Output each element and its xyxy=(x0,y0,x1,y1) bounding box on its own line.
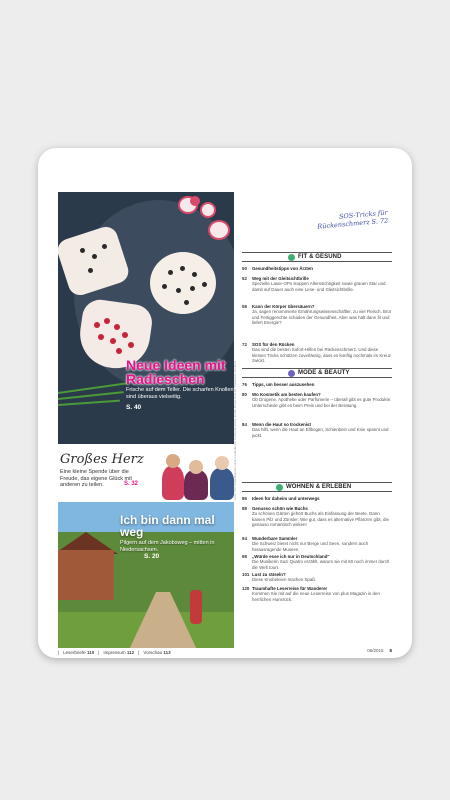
toc-entry[interactable] xyxy=(242,422,392,438)
person-head xyxy=(189,460,203,474)
house-image xyxy=(58,550,114,600)
section-fit-gesund xyxy=(242,252,392,262)
radish-dot xyxy=(98,334,104,340)
entry-page: 84 xyxy=(242,422,247,427)
magazine-page[interactable] xyxy=(58,192,392,656)
footer-page: 110 xyxy=(86,649,95,655)
entry-page: 80 xyxy=(242,392,247,397)
jakobsweg-feature[interactable] xyxy=(58,502,234,648)
section-icon xyxy=(288,254,295,261)
radish-slice-image xyxy=(200,202,216,218)
entry-description: Die Musikerin Suzi Quatro erzählt, warum sie mit 60 noch immer durch die Welt tourt. xyxy=(252,559,390,570)
hiker-image xyxy=(190,590,202,624)
entry-page: 120 xyxy=(242,586,250,591)
footer-divider: | xyxy=(58,649,60,655)
entry-title: Kann der Körper übersäuern? xyxy=(252,304,315,309)
toc-entry[interactable] xyxy=(242,304,392,326)
entry-description: Das sind die besten Sofort-Hilfen bei Rückenschmerz. Und diese kleinen Tricks schützen zuverlässig, dass es künftig nochmals im Kreuz zwickt. xyxy=(252,347,391,364)
footer-page: 112 xyxy=(126,649,135,655)
person-head xyxy=(166,454,180,468)
entry-description: Spezielle Laser-OPs stoppen Alterssichtigkeit sowie grauen Star und damit auf Dauer auch eine Lese- und Gleitsichtbrille. xyxy=(252,281,386,292)
people-photo xyxy=(162,446,234,500)
seed-dot xyxy=(92,254,97,259)
radish-dot xyxy=(110,338,116,344)
entry-description: Die Schweiz bietet nicht nur Berge und Seen, sondern auch herausragende Museen. xyxy=(252,541,369,552)
toc-entry[interactable] xyxy=(242,506,392,528)
entry-title: Gesundheitstipps von Ärzten xyxy=(252,266,313,271)
footer-label: Impressum xyxy=(103,649,126,655)
feature-page-ref: S. 40 xyxy=(126,404,142,411)
seed-dot xyxy=(202,282,207,287)
feature-page-ref: S. 20 xyxy=(144,553,160,560)
table-of-contents xyxy=(242,192,392,656)
entry-title: Genusso schön wie Buchs xyxy=(252,506,308,511)
entry-title: Wunderbare Sammler xyxy=(252,536,298,541)
section-wohnen-erleben xyxy=(242,482,392,492)
entry-page: 101 xyxy=(242,572,250,577)
footer-page: 113 xyxy=(163,649,171,655)
entry-title: Wo Kosmetik am besten kaufen? xyxy=(252,392,321,397)
entry-description: Diese Knobeleien machen Spaß. xyxy=(252,577,317,583)
toc-entry[interactable] xyxy=(242,572,392,583)
left-page-footer xyxy=(58,648,234,656)
toc-entry[interactable] xyxy=(242,266,392,271)
toc-entry[interactable] xyxy=(242,276,392,292)
person-head xyxy=(215,456,229,470)
entry-description: Ob Drogerie, Apotheke oder Parfümerie – überall gibt es gute Produkte. Unterschiede gibt es beim Preis und bei der Beratung. xyxy=(252,397,392,408)
footer-item[interactable] xyxy=(63,650,94,655)
feature-page-ref: S. 32 xyxy=(124,481,139,487)
seed-dot xyxy=(192,272,197,277)
grosses-herz-feature[interactable] xyxy=(58,444,234,502)
entry-title: Traumhafte Leserreise für Wanderer xyxy=(252,586,328,591)
entry-page: 94 xyxy=(242,536,247,541)
radish-dot xyxy=(116,348,122,354)
page-number: 5 xyxy=(389,648,392,653)
footer-divider: | xyxy=(98,649,100,655)
entry-title: Tipps, um besser auszusehen xyxy=(252,382,315,387)
toc-entry[interactable] xyxy=(242,342,392,364)
feature-description: Frische auf dem Teller. Die scharfen Knollen sind überaus vielseitig. xyxy=(126,387,234,400)
entry-description: Zu schönen Gärten gehört Buchs als Einfassung der Beete. Dann kamen Pilz und Zünsler. Wie gut, dass es alternative Pflanzen gibt, die genauso romantisch wirken! xyxy=(252,511,389,528)
section-label: FIT & GESUND xyxy=(298,254,342,260)
section-icon xyxy=(276,484,283,491)
toc-entry[interactable] xyxy=(242,496,392,501)
entry-page: 72 xyxy=(242,342,247,347)
radish-image xyxy=(190,196,200,206)
entry-title: Lust zu rätseln? xyxy=(252,572,286,577)
radish-dot xyxy=(114,324,120,330)
entry-description: Das hilft, wenn die Haut an Ellbogen, Schienbein und Knie spannt und juckt. xyxy=(252,427,389,438)
radish-dot xyxy=(122,332,128,338)
chive-image xyxy=(58,400,120,406)
left-column xyxy=(58,192,234,656)
section-icon xyxy=(288,370,295,377)
radieschen-feature[interactable] xyxy=(58,192,234,444)
entry-title: Ideen für daheim und unterwegs xyxy=(252,496,320,501)
feature-title: Ich bin dann mal weg xyxy=(120,513,215,539)
entry-page: 88 xyxy=(242,506,247,511)
seed-dot xyxy=(168,270,173,275)
entry-title: „Würde esse ich nur in Deutschland“ xyxy=(252,554,330,559)
toc-entry[interactable] xyxy=(242,536,392,552)
toc-entry[interactable] xyxy=(242,586,392,602)
entry-page: 50 xyxy=(242,266,247,271)
feature-description: Eine kleine Spende über die Freude, das eigene Glück mit anderen zu teilen. xyxy=(60,469,132,488)
section-label: MODE & BEAUTY xyxy=(298,370,350,376)
seed-dot xyxy=(180,266,185,271)
entry-page: 98 xyxy=(242,554,247,559)
entry-page: 58 xyxy=(242,304,247,309)
section-mode-beauty xyxy=(242,368,392,378)
seed-dot xyxy=(176,288,181,293)
handwritten-note: SOS-Tricks für Rückenschmerz S. 72 xyxy=(317,208,389,231)
feature-title: Neue Ideen mit Radieschen xyxy=(126,357,226,387)
entry-description: Kommen Sie mit auf die neue Leserreise von plus Magazin in den herrlichen Hunsrück. xyxy=(252,591,380,602)
seed-dot xyxy=(80,248,85,253)
seed-dot xyxy=(162,284,167,289)
entry-title: Weg mit der Gleitsichtbrille xyxy=(252,276,309,281)
issue-number: 06/2015 xyxy=(367,648,384,653)
toc-entry[interactable] xyxy=(242,554,392,570)
entry-page: 52 xyxy=(242,276,247,281)
footer-item[interactable] xyxy=(143,650,170,655)
feature-description: Pilgern auf dem Jakobsweg – mitten in Niedersachsen. xyxy=(120,540,215,553)
section-label: WOHNEN & ERLEBEN xyxy=(286,484,352,490)
toc-entry[interactable] xyxy=(242,382,392,387)
feature-title: Großes Herz xyxy=(60,452,144,467)
seed-dot xyxy=(88,268,93,273)
entry-title: SOS für den Rücken xyxy=(252,342,295,347)
person-figure xyxy=(210,468,234,500)
footer-label: Leserbriefe xyxy=(63,649,86,655)
right-page-footer xyxy=(302,648,392,656)
toc-entry[interactable] xyxy=(242,392,392,408)
entry-page: 86 xyxy=(242,496,247,501)
person-figure xyxy=(184,470,208,500)
radish-dot xyxy=(128,342,134,348)
radish-slice-image xyxy=(208,220,230,240)
footer-item[interactable] xyxy=(103,650,134,655)
photo-credits: Fotos: Titel: fotolia/Ungewiss; Inhalt: Foodcollection, Dorling Kindersley, Fotolia, Picture Press (2), Plainpicture, Stockfood xyxy=(234,360,237,500)
footer-label: Vorschau xyxy=(143,649,163,655)
seed-dot xyxy=(190,286,195,291)
footer-divider: | xyxy=(138,649,140,655)
entry-title: Wenn die Haut so trockenist xyxy=(252,422,311,427)
entry-page: 76 xyxy=(242,382,247,387)
entry-description: Ja, sagen renommierte Ernährungswissenschaftler, zu viel Fleisch, Brot und Fertiggerichte schaden der Gesundheit. Aber was hält dann fit und liefert Energie? xyxy=(252,309,392,326)
seed-dot xyxy=(184,300,189,305)
radish-dot xyxy=(94,322,100,328)
person-figure xyxy=(162,466,184,500)
radish-dot xyxy=(104,318,110,324)
seed-dot xyxy=(102,244,107,249)
